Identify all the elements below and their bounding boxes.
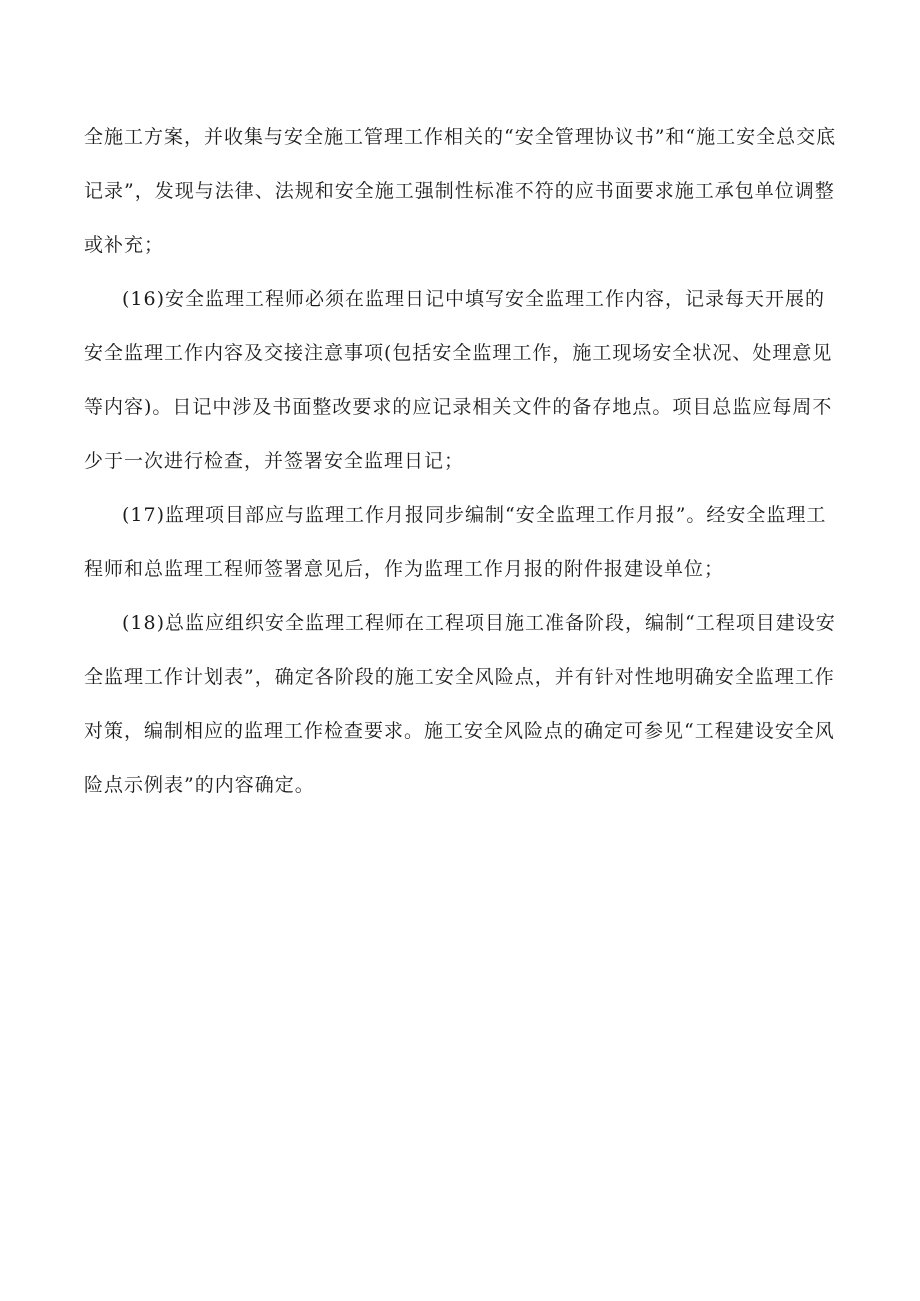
paragraph-continuation: 全施工方案，并收集与安全施工管理工作相关的“安全管理协议书”和“施工安全总交底记录”，发现与法律、法规和安全施工强制性标准不符的应书面要求施工承包单位调整或补充； bbox=[84, 126, 837, 256]
paragraph-item-17: (17)监理项目部应与监理工作月报同步编制“安全监理工作月报”。经安全监理工程师和总监理工程师签署意见后，作为监理工作月报的附件报建设单位； bbox=[84, 504, 827, 580]
document-body bbox=[84, 110, 844, 812]
paragraph-item-18: (18)总监应组织安全监理工程师在工程项目施工准备阶段，编制“工程项目建设安全监理工作计划表”，确定各阶段的施工安全风险点，并有针对性地明确安全监理工作对策，编制相应的监理工作检查要求。施工安全风险点的确定可参见“工程建设安全风险点示例表”的内容确定。 bbox=[84, 612, 836, 796]
paragraph-item-16: (16)安全监理工程师必须在监理日记中填写安全监理工作内容，记录每天开展的安全监理工作内容及交接注意事项(包括安全监理工作，施工现场安全状况、处理意见等内容)。日记中涉及书面整改要求的应记录相关文件的备存地点。项目总监应每周不少于一次进行检查，并签署安全监理日记； bbox=[84, 288, 833, 472]
